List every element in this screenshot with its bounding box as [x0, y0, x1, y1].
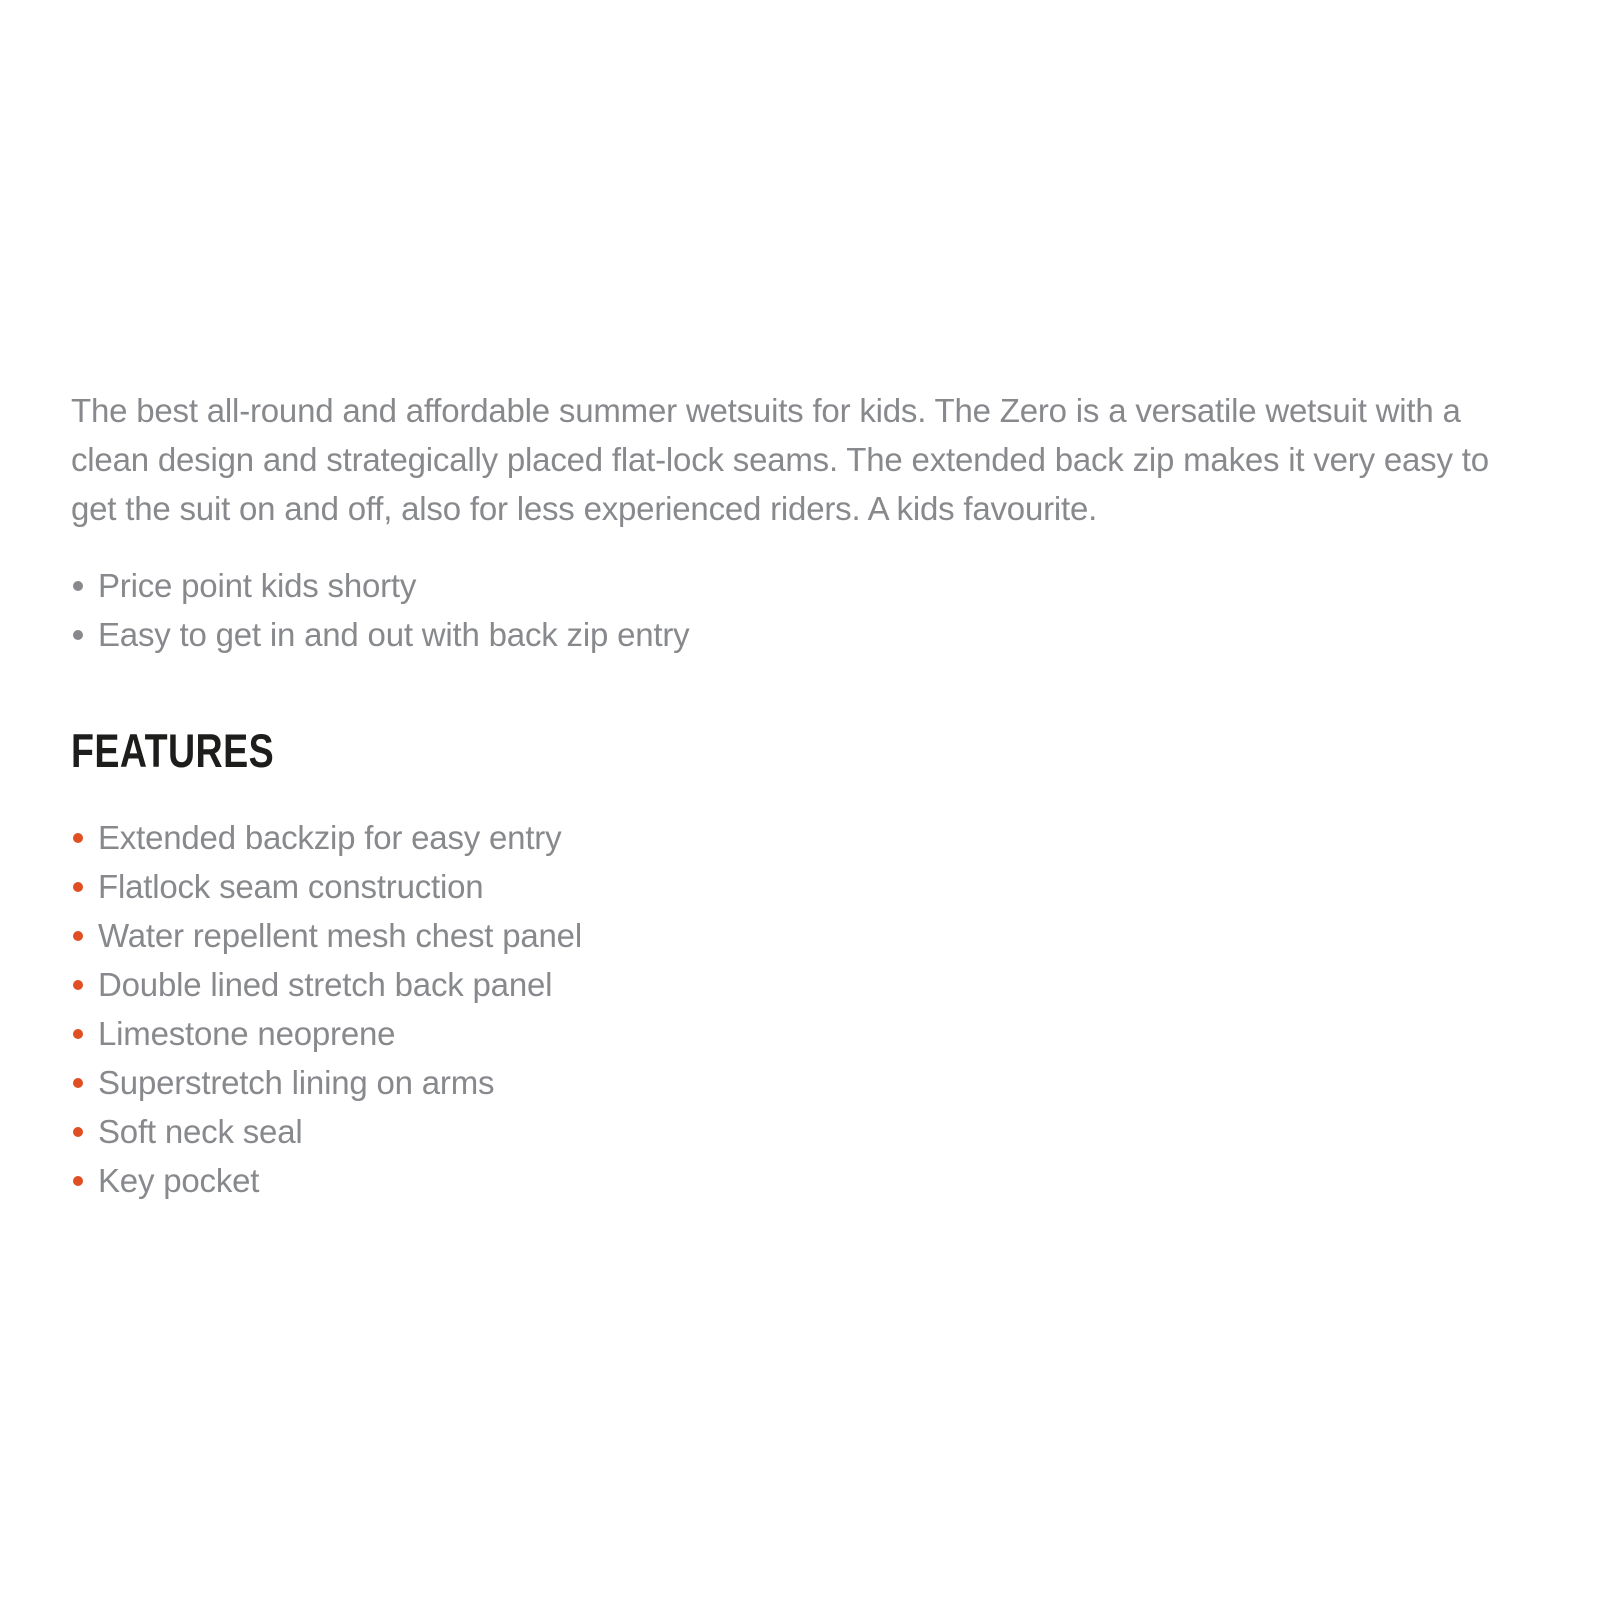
bullet-dot-icon [73, 1176, 83, 1186]
bullet-dot-icon [73, 833, 83, 843]
features-list [71, 813, 1533, 1205]
feature-item [71, 1058, 1533, 1107]
feature-item [71, 1156, 1533, 1205]
bullet-dot-icon [73, 581, 83, 591]
features-heading: FEATURES [71, 724, 275, 777]
feature-text: Double lined stretch back panel [98, 966, 553, 1003]
feature-item [71, 1009, 1533, 1058]
feature-text: Key pocket [98, 1162, 260, 1199]
feature-item [71, 911, 1533, 960]
highlight-item [71, 610, 1533, 659]
feature-text: Limestone neoprene [98, 1015, 396, 1052]
feature-text: Superstretch lining on arms [98, 1064, 495, 1101]
feature-text: Flatlock seam construction [98, 868, 484, 905]
highlight-text: Price point kids shorty [98, 567, 417, 604]
feature-item [71, 813, 1533, 862]
bullet-dot-icon [73, 1029, 83, 1039]
product-description-section [71, 386, 1533, 1205]
highlight-text: Easy to get in and out with back zip entry [98, 616, 690, 653]
highlight-list [71, 561, 1533, 659]
bullet-dot-icon [73, 882, 83, 892]
bullet-dot-icon [73, 980, 83, 990]
feature-text: Soft neck seal [98, 1113, 303, 1150]
bullet-dot-icon [73, 630, 83, 640]
product-description: The best all-round and affordable summer wetsuits for kids. The Zero is a versatile wetsuit with a clean design and strategically placed flat-lock seams. The extended back zip makes it very easy to get the suit on and off, also for less experienced riders. A kids favourite. [71, 392, 1489, 527]
bullet-dot-icon [73, 1127, 83, 1137]
bullet-dot-icon [73, 1078, 83, 1088]
feature-text: Water repellent mesh chest panel [98, 917, 582, 954]
feature-item [71, 862, 1533, 911]
feature-item [71, 960, 1533, 1009]
highlight-item [71, 561, 1533, 610]
feature-item [71, 1107, 1533, 1156]
bullet-dot-icon [73, 931, 83, 941]
feature-text: Extended backzip for easy entry [98, 819, 562, 856]
